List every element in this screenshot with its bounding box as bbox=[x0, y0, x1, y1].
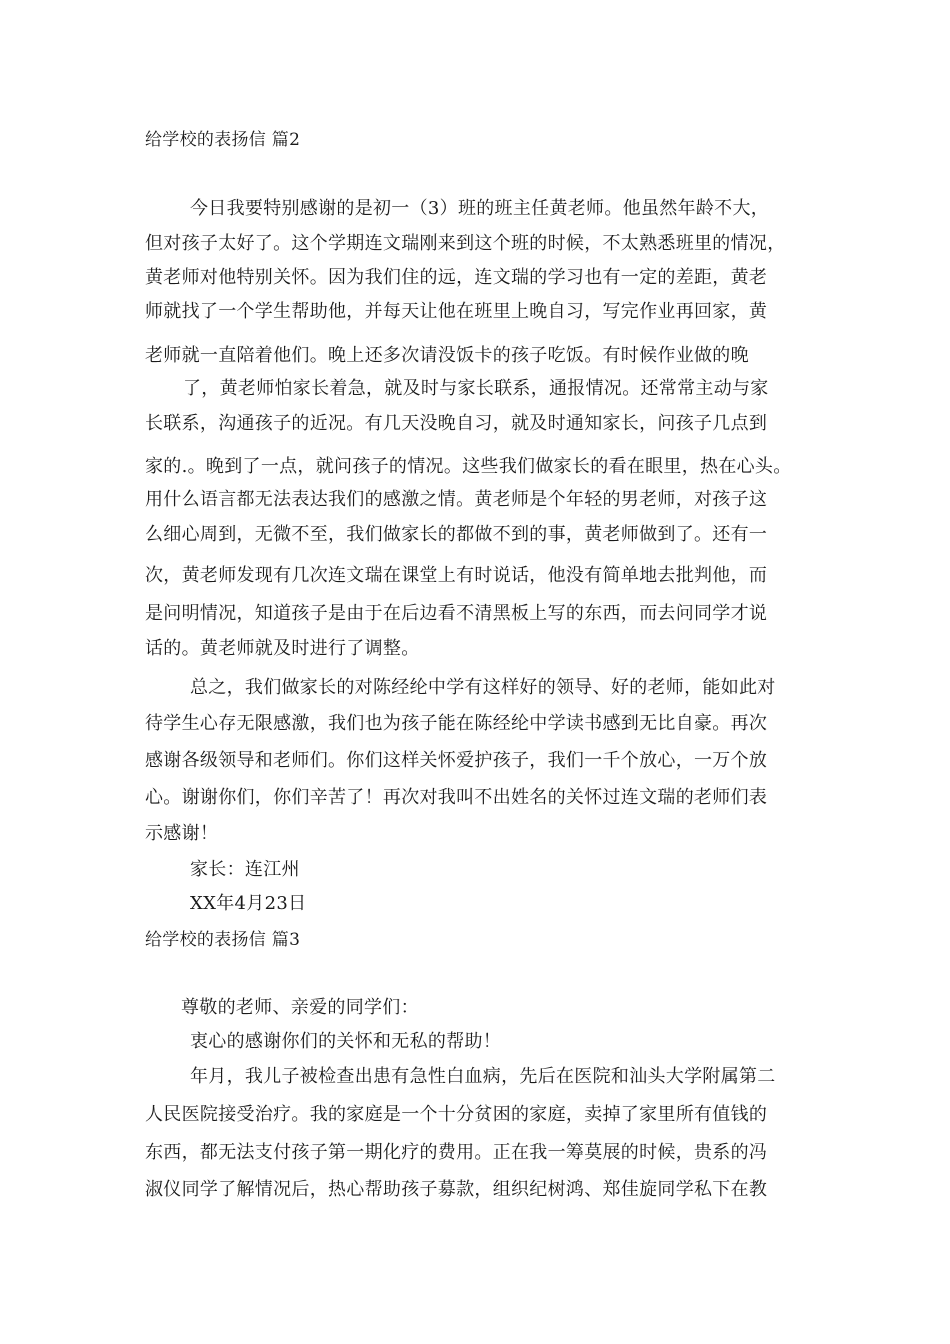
section-3-line-5: 东西，都无法支付孩子第一期化疗的费用。正在我一筹莫展的时候，贵系的冯 bbox=[145, 1142, 768, 1163]
signature-date: XX年4月23日 bbox=[190, 893, 307, 914]
section-2-line-15: 待学生心存无限感激，我们也为孩子能在陈经纶中学读书感到无比自豪。再次 bbox=[145, 713, 768, 734]
section-2-line-10: 么细心周到，无微不至，我们做家长的都做不到的事，黄老师做到了。还有一 bbox=[145, 524, 768, 545]
section-2-line-2: 但对孩子太好了。这个学期连文瑞刚来到这个班的时候，不太熟悉班里的情况， bbox=[145, 233, 786, 254]
section-2-title: 给学校的表扬信 篇2 bbox=[145, 130, 301, 150]
signature-parent: 家长：连江州 bbox=[190, 859, 300, 880]
section-2-line-17: 心。谢谢你们，你们辛苦了！再次对我叫不出姓名的关怀过连文瑞的老师们表 bbox=[145, 787, 768, 808]
section-2-line-13: 话的。黄老师就及时进行了调整。 bbox=[145, 638, 420, 659]
section-3-line-1: 尊敬的老师、亲爱的同学们： bbox=[181, 997, 419, 1018]
section-2-line-18: 示感谢！ bbox=[145, 823, 219, 844]
section-3-title: 给学校的表扬信 篇3 bbox=[145, 930, 301, 950]
section-3-line-4: 人民医院接受治疗。我的家庭是一个十分贫困的家庭，卖掉了家里所有值钱的 bbox=[145, 1104, 768, 1125]
section-2-line-9: 用什么语言都无法表达我们的感激之情。黄老师是个年轻的男老师，对孩子这 bbox=[145, 489, 768, 510]
section-2-line-11: 次，黄老师发现有几次连文瑞在课堂上有时说话，他没有简单地去批判他，而 bbox=[145, 565, 768, 586]
section-2-line-14: 总之，我们做家长的对陈经纶中学有这样好的领导、好的老师，能如此对 bbox=[190, 677, 776, 698]
section-2-line-12: 是问明情况，知道孩子是由于在后边看不清黑板上写的东西，而去问同学才说 bbox=[145, 603, 768, 624]
section-2-line-7: 长联系，沟通孩子的近况。有几天没晚自习，就及时通知家长，问孩子几点到 bbox=[145, 413, 768, 434]
section-2-line-5: 老师就一直陪着他们。晚上还多次请没饭卡的孩子吃饭。有时候作业做的晚 bbox=[145, 345, 749, 366]
section-3-line-2: 衷心的感谢你们的关怀和无私的帮助！ bbox=[190, 1031, 502, 1052]
section-2-line-8: 家的.。晚到了一点，就问孩子的情况。这些我们做家长的看在眼里，热在心头。 bbox=[145, 456, 792, 477]
section-3-line-3: 年月，我儿子被检查出患有急性白血病，先后在医院和汕头大学附属第二 bbox=[190, 1066, 776, 1087]
section-2-line-4: 师就找了一个学生帮助他，并每天让他在班里上晚自习，写完作业再回家，黄 bbox=[145, 301, 768, 322]
section-2-line-3: 黄老师对他特别关怀。因为我们住的远，连文瑞的学习也有一定的差距，黄老 bbox=[145, 267, 768, 288]
section-2-line-1: 今日我要特别感谢的是初一（3）班的班主任黄老师。他虽然年龄不大， bbox=[190, 198, 770, 219]
section-2-line-6: 了，黄老师怕家长着急，就及时与家长联系，通报情况。还常常主动与家 bbox=[183, 378, 769, 399]
section-3-line-6: 淑仪同学了解情况后，热心帮助孩子募款，组织纪树鸿、郑佳旋同学私下在教 bbox=[145, 1179, 768, 1200]
section-2-line-16: 感谢各级领导和老师们。你们这样关怀爱护孩子，我们一千个放心，一万个放 bbox=[145, 750, 768, 771]
